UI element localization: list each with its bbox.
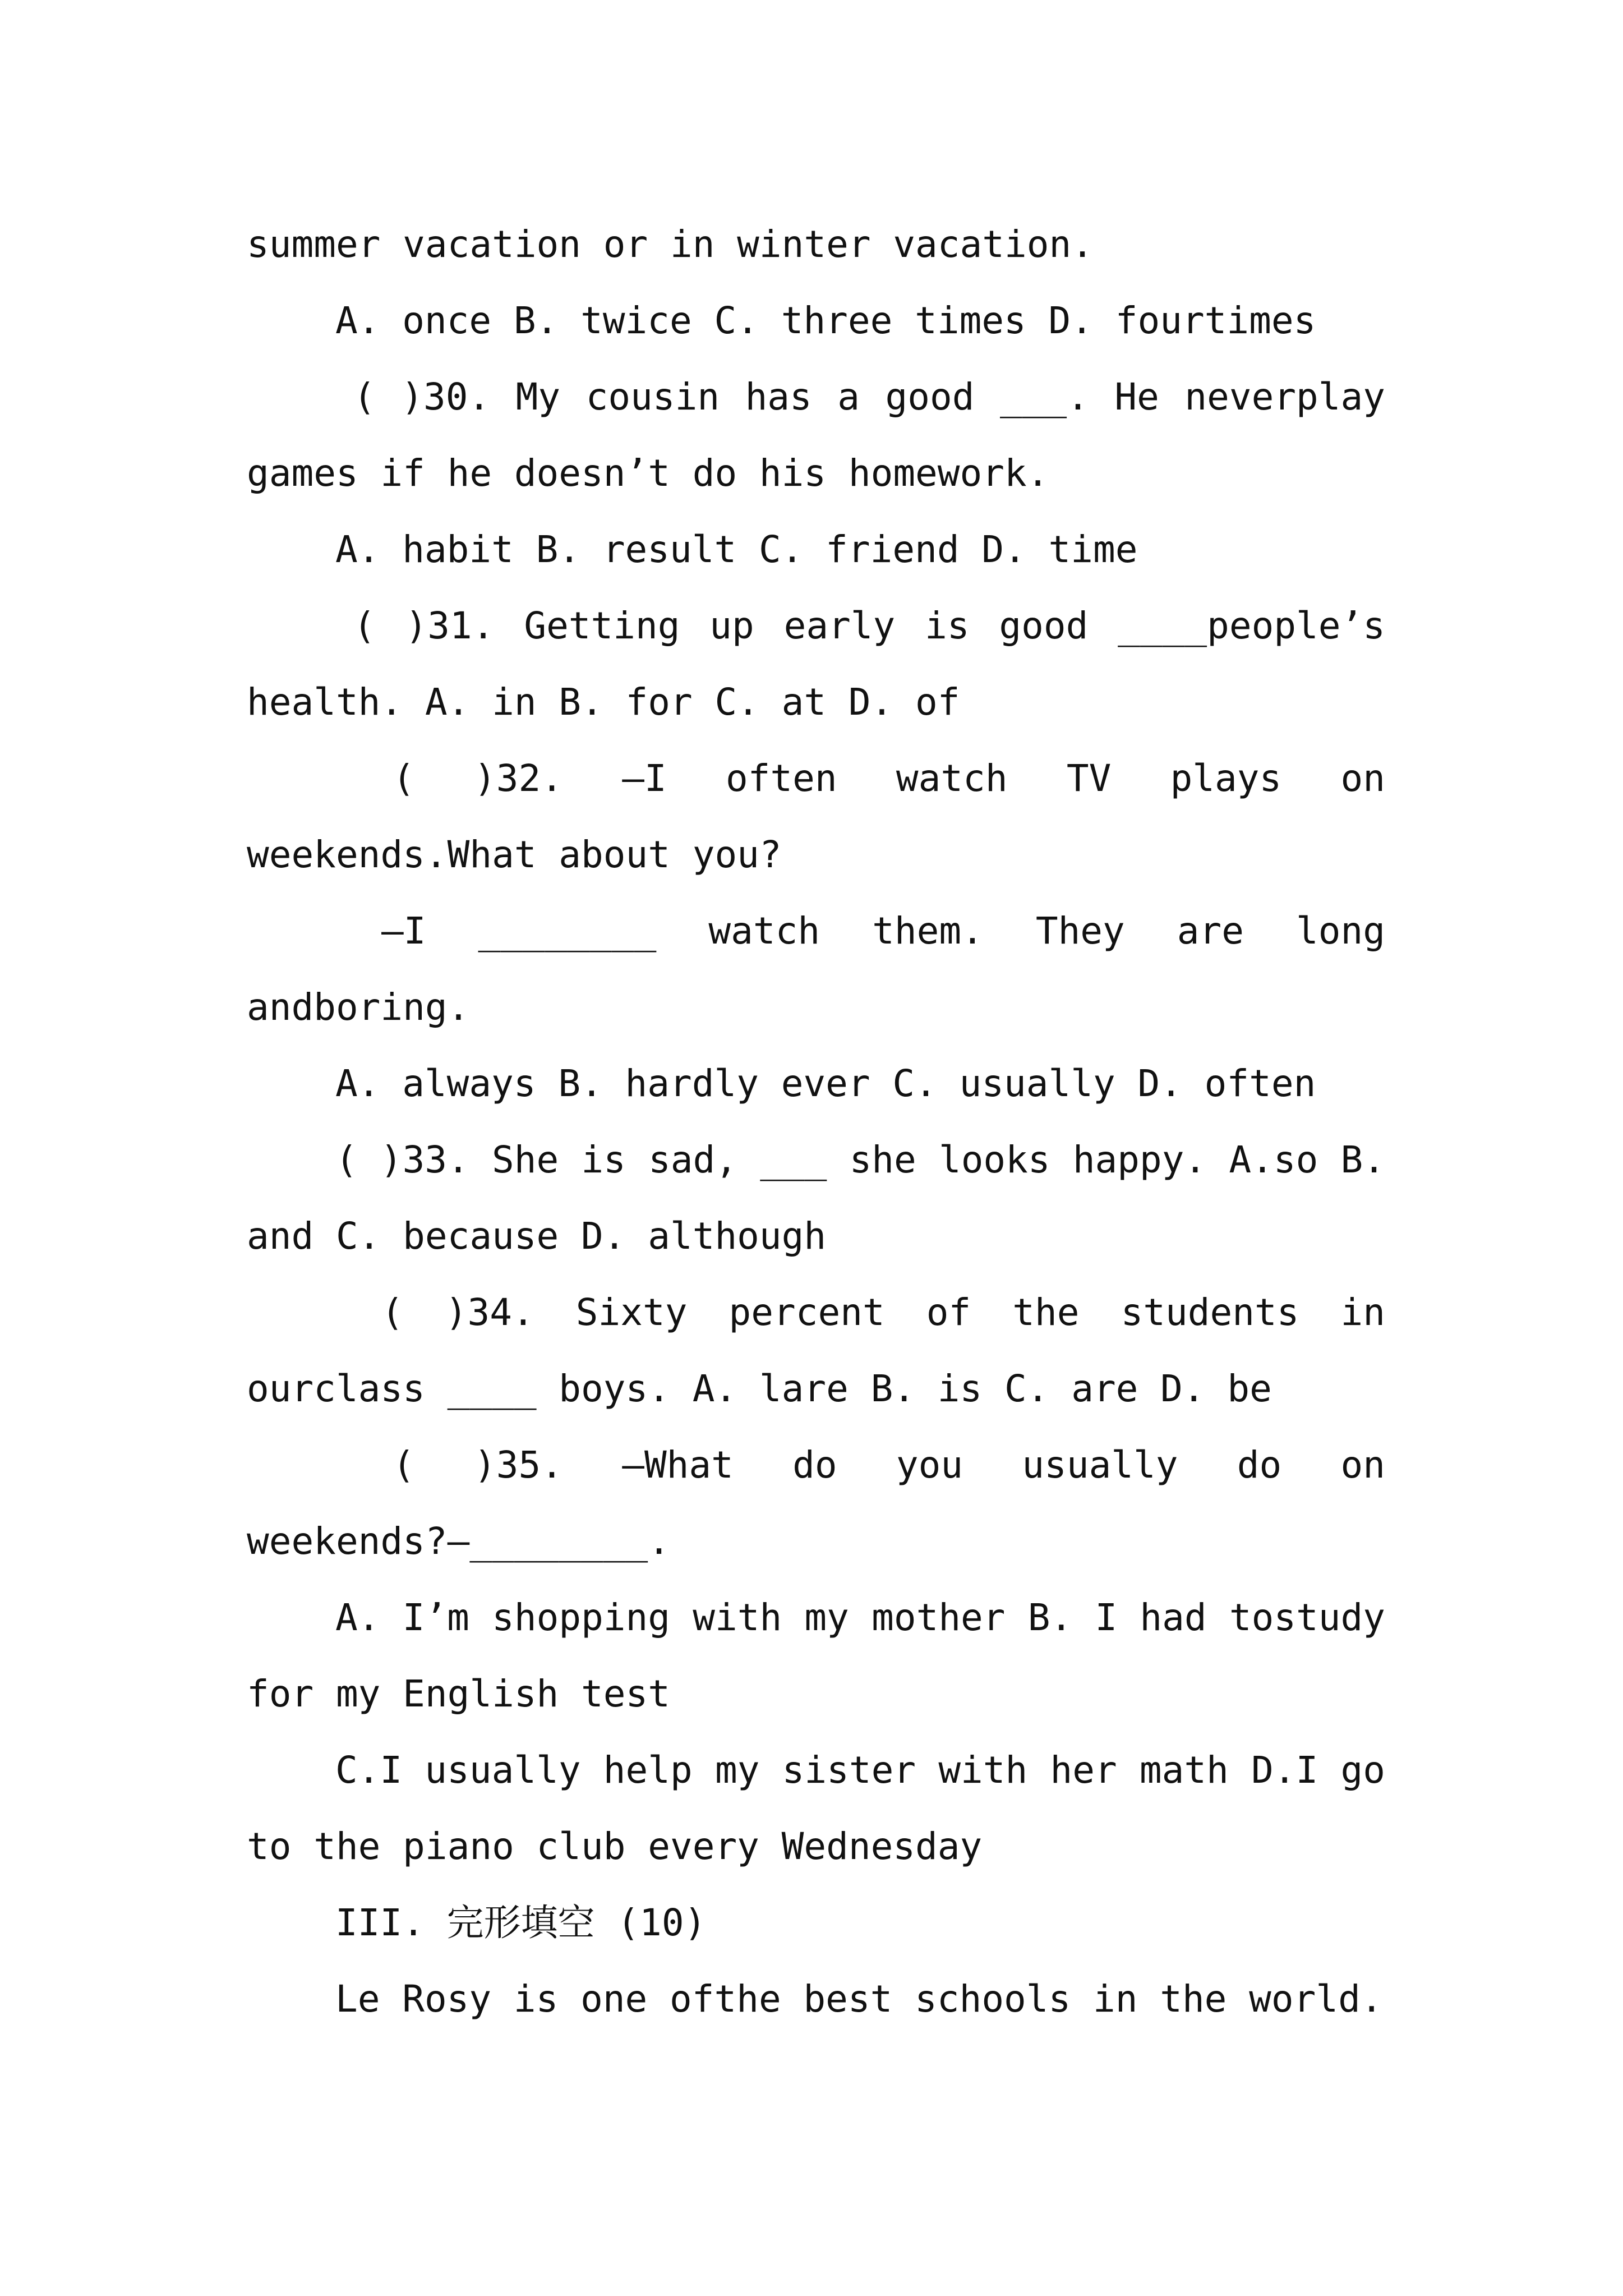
text-line: to the piano club every Wednesday: [247, 1825, 983, 1868]
text-line: ( )31. Getting up early is good ____people’s: [353, 604, 1385, 647]
text-line: ( )33. She is sad, ___ she looks happy. A.so B.: [335, 1138, 1385, 1181]
text-line: ( )35. —What do you usually do on: [393, 1443, 1385, 1487]
text-line: weekends.What about you?: [247, 833, 782, 876]
text-line: —I ________ watch them. They are long: [381, 909, 1385, 953]
text-line: A. always B. hardly ever C. usually D. often: [335, 1062, 1316, 1105]
text-line: andboring.: [247, 986, 470, 1029]
text-line: and C. because D. although: [247, 1214, 827, 1258]
text-line: health. A. in B. for C. at D. of: [247, 680, 960, 724]
text-line: Le Rosy is one ofthe best schools in the world.: [335, 1977, 1383, 2021]
section-heading: III. 完形填空 (10): [335, 1901, 707, 1944]
text-line: summer vacation or in winter vacation.: [247, 223, 1094, 266]
text-line: games if he doesn’t do his homework.: [247, 452, 1049, 495]
text-line: C.I usually help my sister with her math D.I go: [335, 1749, 1385, 1792]
text-line: A. once B. twice C. three times D. fourtimes: [335, 299, 1316, 342]
text-line: for my English test: [247, 1672, 670, 1715]
text-line: ourclass ____ boys. A. lare B. is C. are D. be: [247, 1367, 1272, 1410]
text-line: ( )30. My cousin has a good ___. He neverplay: [353, 375, 1385, 418]
text-line: ( )32. —I often watch TV plays on: [393, 757, 1385, 800]
text-line: weekends?—________.: [247, 1520, 670, 1563]
text-line: A. habit B. result C. friend D. time: [335, 528, 1138, 571]
text-line: A. I’m shopping with my mother B. I had tostudy: [335, 1596, 1385, 1639]
text-line: ( )34. Sixty percent of the students in: [381, 1291, 1385, 1334]
